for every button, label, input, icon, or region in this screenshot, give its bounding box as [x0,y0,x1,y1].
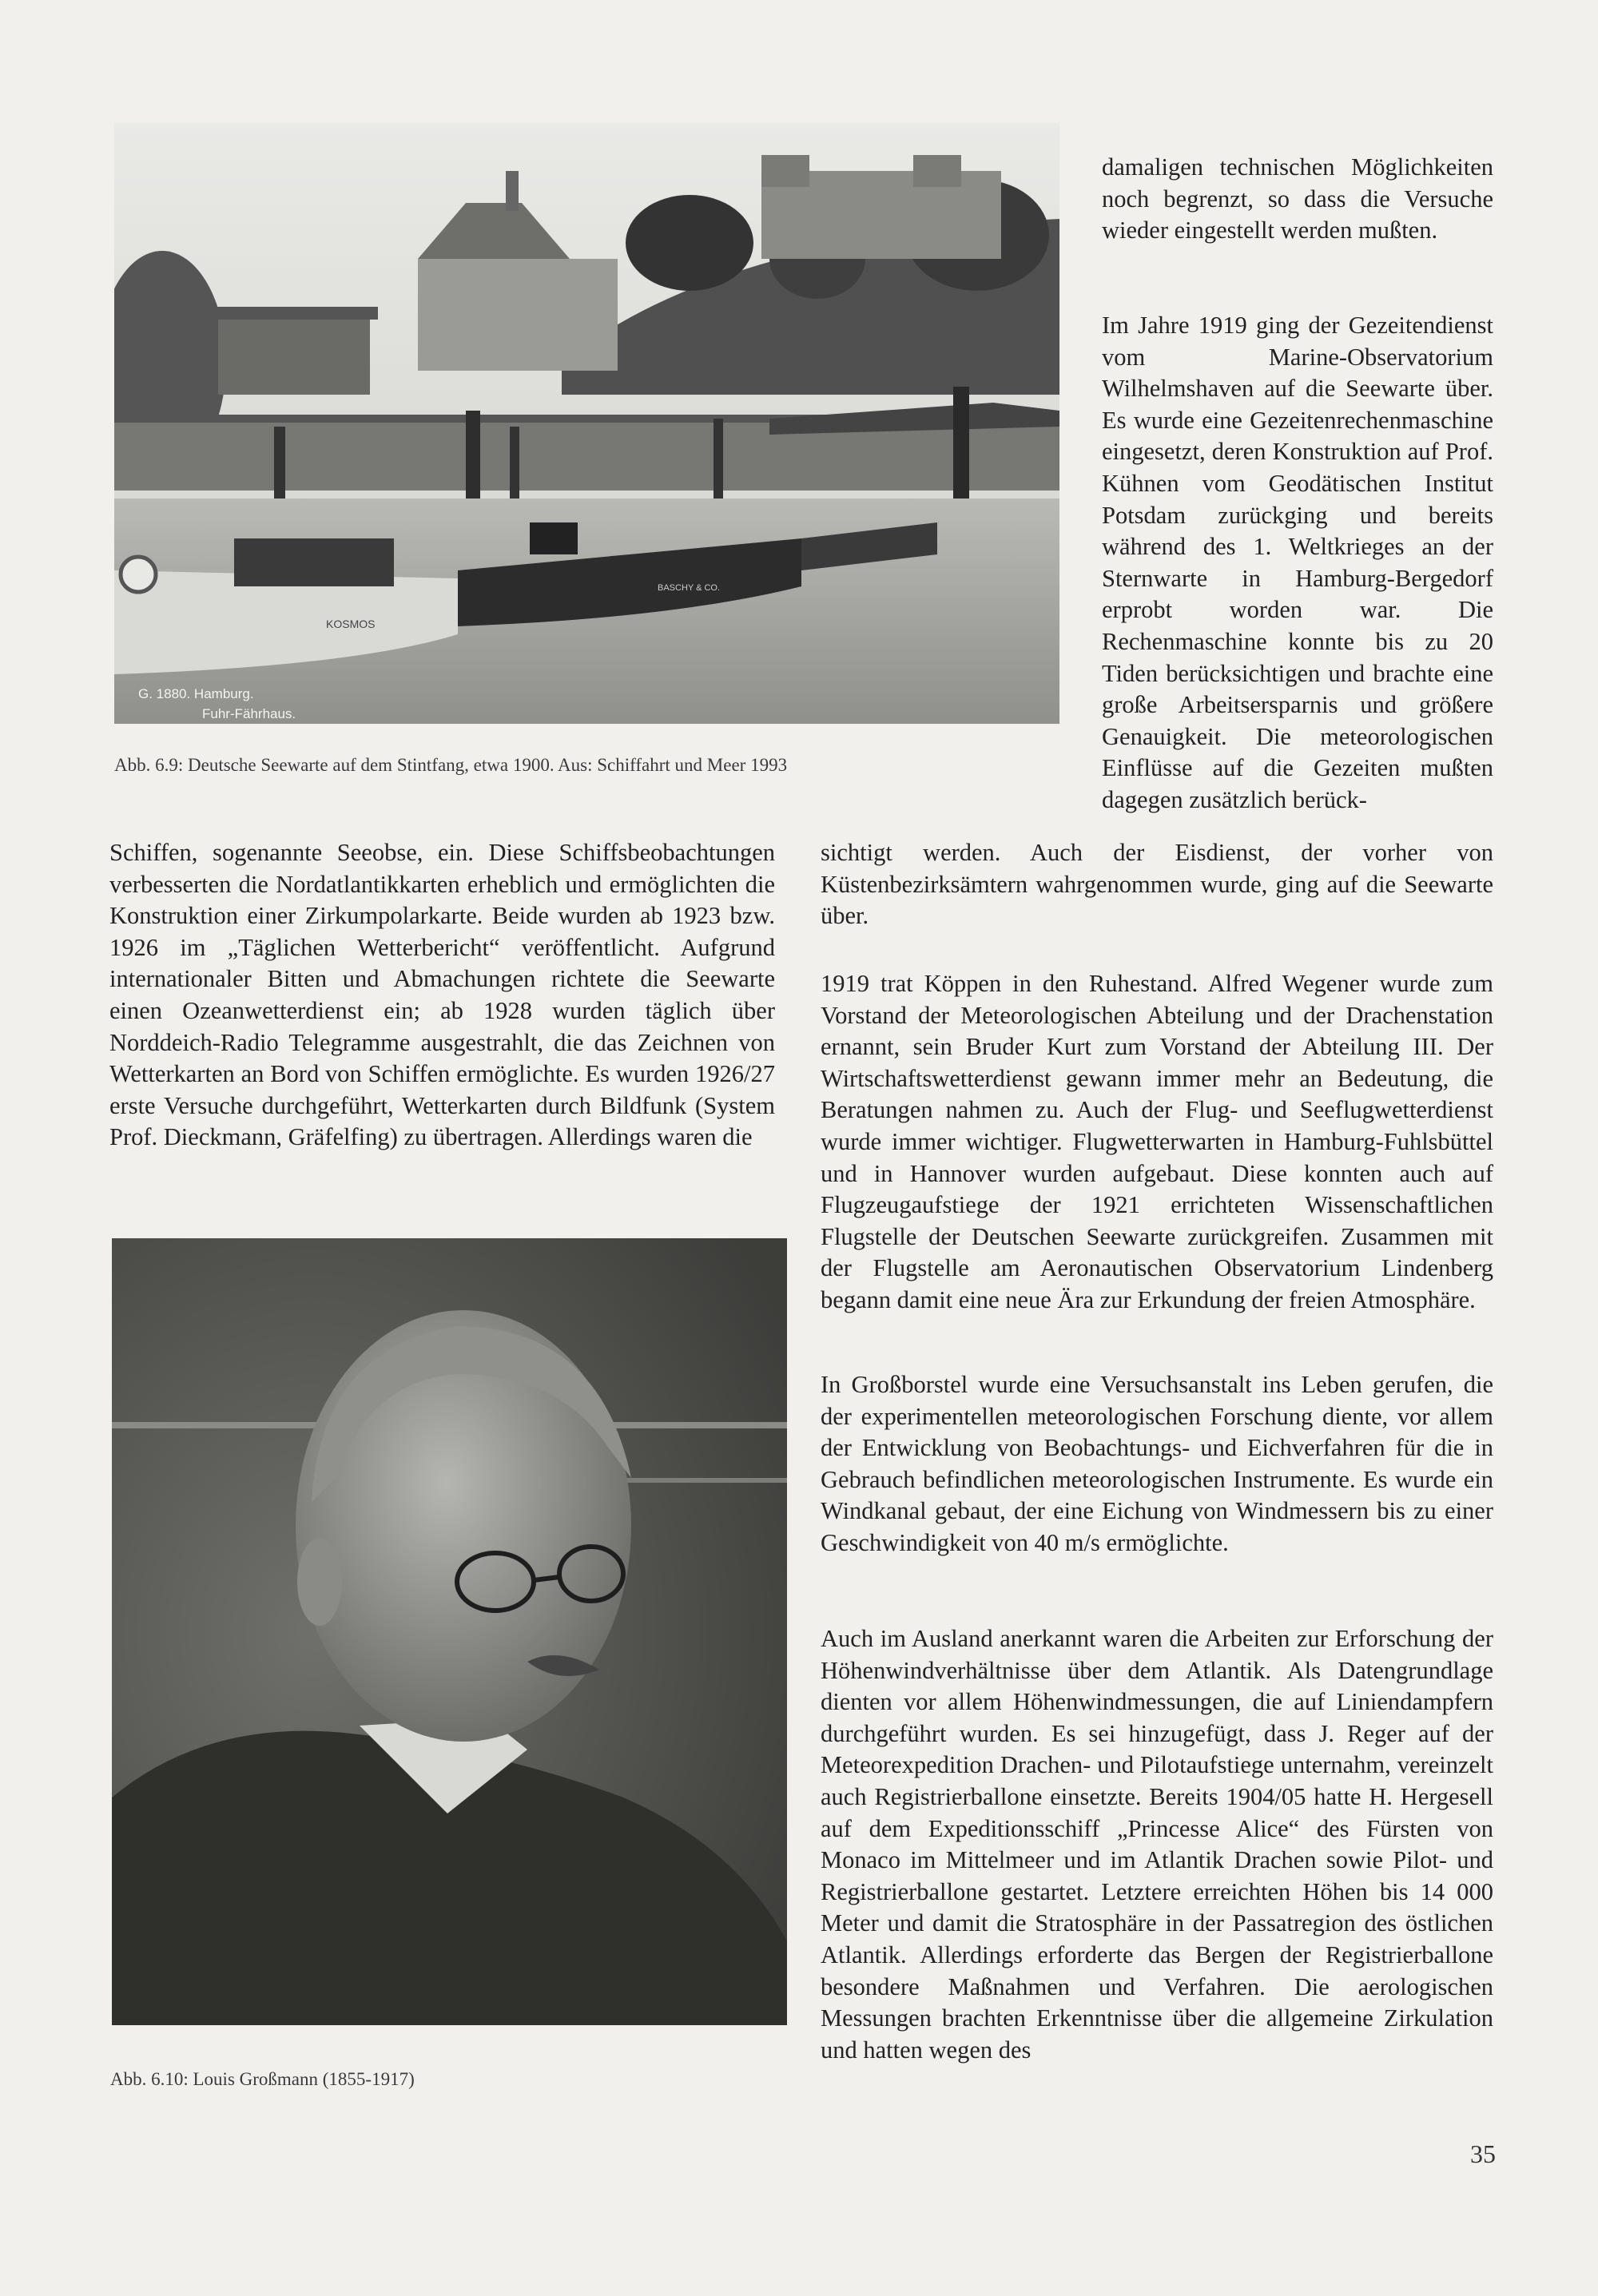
paragraph-right-4: In Großborstel wurde eine Versuchsanstalt ins Leben gerufen, die der experimentellen meteorologischen Forschung diente, vor allem der Entwicklung von Beobachtungs- und Eichverfahren für die in Gebrauch befindlichen meteorologischen Instrumente. Es wurde ein Windkanal gebaut, der eine Eichung von Windmessern bis zu einer Geschwindigkeit von 40 m/s ermöglichte. [821,1371,1493,1556]
photo-imprint-1: G. 1880. Hamburg. [138,686,254,701]
paragraph-right-5: Auch im Ausland anerkannt waren die Arbeiten zur Erforschung der Höhenwindverhältnisse über dem Atlantik. Als Datengrundlage dienten vor allem Höhenwindmessungen, die auf Liniendampfern durchgeführt wurden. Es sei hinzugefügt, dass J. Reger auf der Meteorexpedition Drachen- und Pilotaufstiege unternahm, vereinzelt auch Registrierballone einsetzte. Bereits 1904/05 hatte H. Hergesell auf dem Expeditionsschiff „Princesse Alice“ des Fürsten von Monaco im Mittelmeer und im Atlantik Drachen sowie Pilot- und Registrierballone gestartet. Letztere erreichten Höhen bis 14 000 Meter und damit die Stratosphäre in der Passatregion des östlichen Atlantik. Allerdings erforderte das Bergen der Registrierballone besondere Maßnahmen und Verfahren. Die aerologischen Messungen brachten Erkenntnisse über die allgemeine Zirkulation und hatten wegen des [821,1625,1493,2064]
paragraph-right-2: Im Jahre 1919 ging der Gezeitendienst vom Marine-Observatorium Wilhelmshaven auf die Seewarte über. Es wurde eine Gezeitenrechenmaschine eingesetzt, deren Konstruktion auf Prof. Kühnen vom Geodätischen Institut Potsdam zurückging und bereits während des 1. Weltkrieges an der Sternwarte in Hamburg-Bergedorf erprobt worden war. Die Rechenmaschine konnte bis zu 20 Tiden berücksichtigen und brachte eine große Arbeitsersparnis und größere Genauigkeit. Die meteorologischen Einflüsse auf die Gezeiten mußten dagegen zusätzlich berück- [1102,312,1493,813]
boat-name-1: KOSMOS [326,618,376,630]
paragraph-left-1: Schiffen, sogenannte Seeobse, ein. Diese Schiffsbeobachtungen verbesserten die Nordatlantikkarten erheblich und ermöglichten die Konstruktion einer Zirkumpolarkarte. Beide wurden ab 1923 bzw. 1926 im „Täglichen Wetterbericht“ veröffentlicht. Aufgrund internationaler Bitten und Abmachungen richtete die Seewarte einen Ozeanwetterdienst ein; ab 1928 wurden täglich über Norddeich-Radio Telegramme ausgestrahlt, die das Zeichnen von Wetterkarten an Bord von Schiffen ermöglichte. Es wurden 1926/27 erste Versuche durchgeführt, Wetterkarten durch Bildfunk (System Prof. Dieckmann, Gräfelfing) zu übertragen. Allerdings waren die [109,839,775,1151]
boat-name-2: BASCHY & CO. [658,583,721,593]
portrait-photo [112,1238,787,2025]
paragraph-right-1: damaligen technischen Möglichkeiten noch begrenzt, so dass die Versuche wieder eingestellt werden mußten. [1102,153,1493,244]
harbor-photo [114,123,1059,724]
photo-imprint-2: Fuhr-Fährhaus. [202,706,296,721]
figure-caption-6-9: Abb. 6.9: Deutsche Seewarte auf dem Stintfang, etwa 1900. Aus: Schiffahrt und Meer 1993 [114,755,788,775]
figure-caption-6-10: Abb. 6.10: Louis Großmann (1855-1917) [110,2069,415,2089]
paragraph-right-3: 1919 trat Köppen in den Ruhestand. Alfred Wegener wurde zum Vorstand der Meteorologischen Abteilung und der Drachenstation ernannt, sein Bruder Kurt zum Vorstand der Abteilung III. Der Wirtschaftswetterdienst gewann immer mehr an Bedeutung, die Beratungen nahmen zu. Auch der Flug- und Seeflugwetterdienst wurde immer wichtiger. Flugwetterwarten in Hamburg-Fuhlsbüttel und in Hannover wurden aufgebaut. Diese konnten auch auf Flugzeugaufstiege der 1921 errichteten Wissenschaftlichen Flugstelle der Deutschen Seewarte zurückgreifen. Zusammen mit der Flugstelle am Aeronautischen Observatorium Lindenberg begann damit eine neue Ära zur Erkundung der freien Atmosphäre. [821,970,1493,1313]
paragraph-right-2-continued: sichtigt werden. Auch der Eisdienst, der vorher von Küstenbezirksämtern wahrgenommen wurde, ging auf die Seewarte über. [821,839,1493,930]
page-number: 35 [1470,2139,1496,2168]
